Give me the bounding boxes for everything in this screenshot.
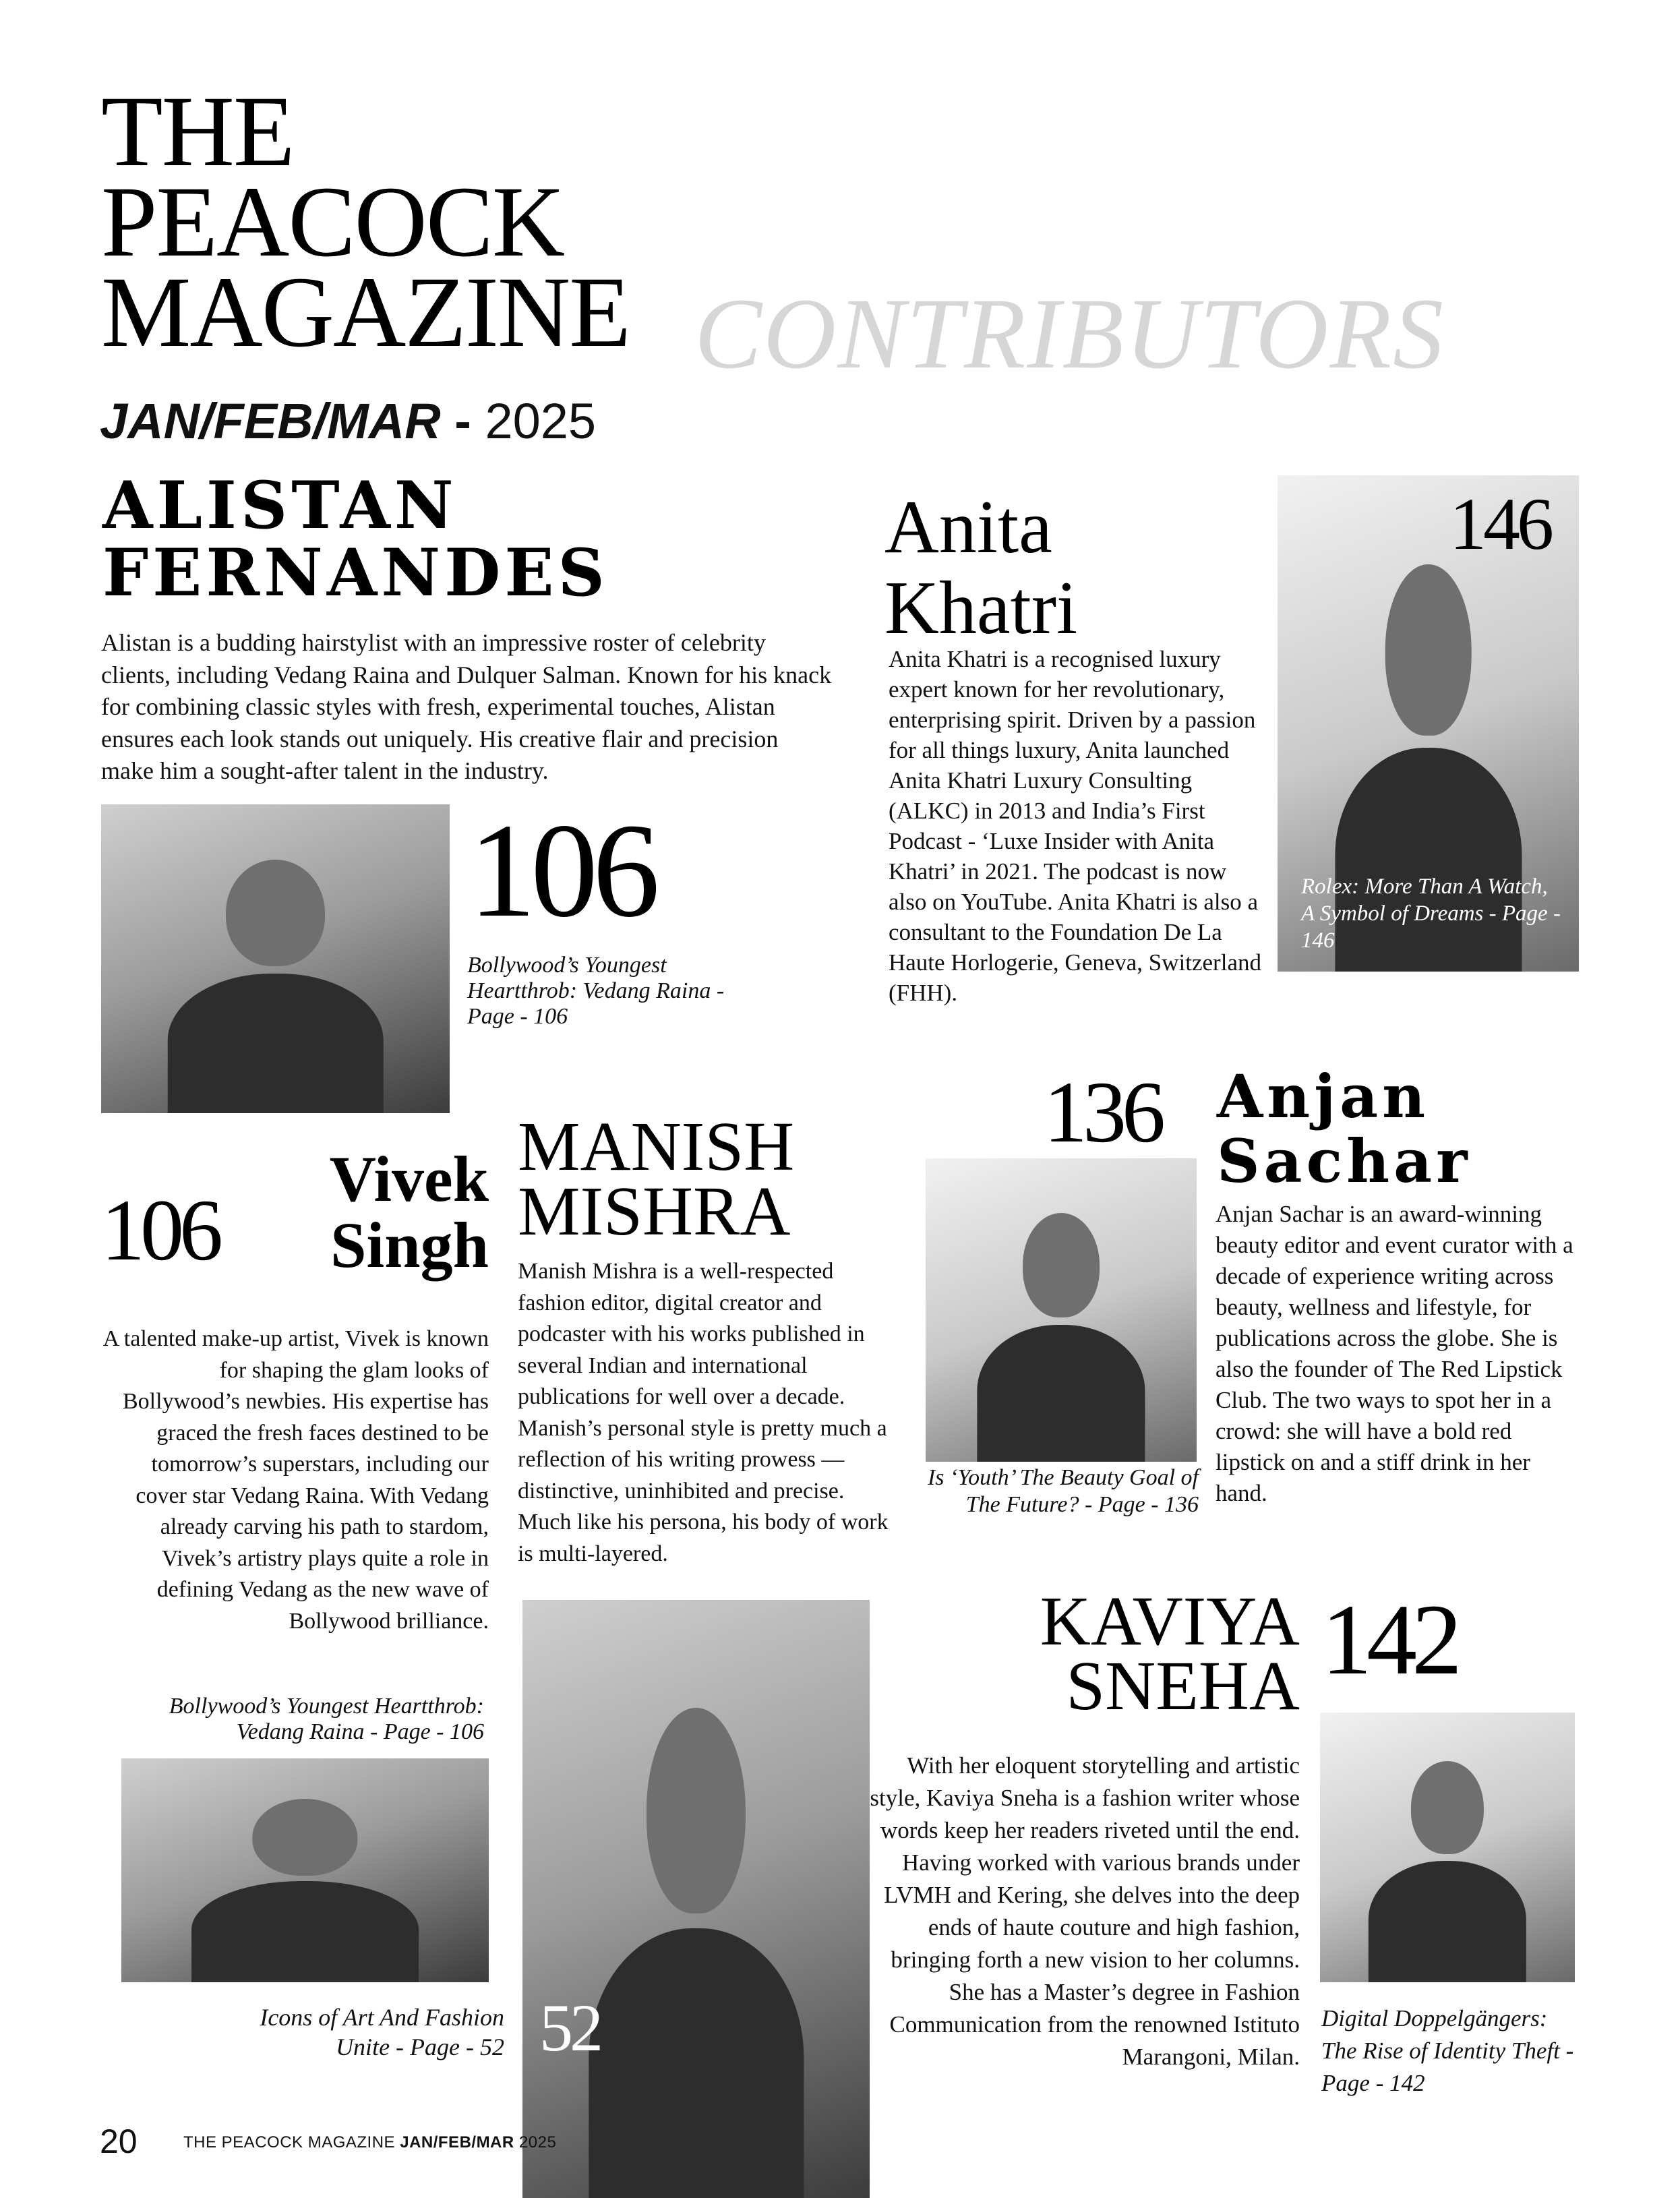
contributor-bio-anjan: Anjan Sachar is an award-winning beauty editor and event curator with a decade of experience writing across beauty, wellness and lifestyle, for publications across the globe. She is also the founder of The Red Lipstick Club. The two ways to spot her in a crowd: she will have a bold red lipstick on and a stiff drink in her hand.: [1216, 1201, 1573, 1506]
page-number-kaviya: 142: [1321, 1586, 1457, 1694]
name-line: Singh: [330, 1209, 489, 1281]
name-line: FERNANDES: [102, 535, 609, 611]
story-caption-anita: Rolex: More Than A Watch, A Symbol of Dreams - Page - 146: [1301, 874, 1561, 953]
name-line: Sachar: [1217, 1126, 1472, 1196]
name-line: KAVIYA: [1040, 1582, 1300, 1660]
name-line: MANISH: [518, 1108, 795, 1185]
issue-separator: -: [454, 393, 471, 449]
portrait-man-tuxedo-icon: [589, 1708, 804, 2198]
page-folio: 20: [100, 2122, 138, 2160]
name-line: SNEHA: [1066, 1647, 1300, 1725]
photo-alistan: [101, 804, 450, 1113]
page-number-anita: 146: [1449, 487, 1551, 561]
portrait-woman-necklace-icon: [977, 1213, 1145, 1462]
story-caption-anjan: Is ‘Youth’ The Beauty Goal of The Future? - Page - 136: [927, 1465, 1199, 1517]
contributor-bio-alistan: Alistan is a budding hairstylist with an impressive roster of celebrity clients, including Vedang Raina and Dulquer Salman. Known for his knack for combining classic styles with fresh, experimental touches, Alistan ensures each look stands out uniquely. His creative flair and precision make him a sought-after talent in the industry.: [101, 629, 832, 784]
running-footer: [183, 2133, 556, 2153]
masthead-title: [101, 76, 681, 368]
page-number-vivek: 106: [101, 1183, 218, 1278]
photo-vivek: [121, 1758, 489, 1982]
photo-kaviya: [1320, 1713, 1575, 1982]
page-number-anjan: 136: [1044, 1067, 1161, 1158]
contributor-name-alistan: [102, 467, 609, 611]
masthead-line-magazine: MAGAZINE: [101, 256, 630, 368]
runner-year: 2025: [518, 2133, 557, 2151]
name-line: Anita: [884, 485, 1052, 569]
issue-year: 2025: [485, 393, 597, 449]
name-line: MISHRA: [518, 1172, 791, 1250]
story-caption-manish: Icons of Art And Fashion Unite - Page - 52: [260, 2004, 504, 2060]
issue-months: JAN/FEB/MAR: [100, 393, 441, 449]
portrait-man-sunglasses-icon: [167, 860, 384, 1113]
name-line: Vivek: [329, 1143, 489, 1215]
photo-manish: [522, 1600, 870, 2198]
contributor-bio-anita: Anita Khatri is a recognised luxury expert known for her revolutionary, enterprising spirit. Driven by a passion for all things luxury, Anita launched Anita Khatri Luxury Consulting (ALKC) in 2013 and India’s First Podcast - ‘Luxe Insider with Anita Khatri’ in 2021. The podcast is now also on YouTube. Anita Khatri is also a consultant to the Foundation De La Haute Horlogerie, Geneva, Switzerland (FHH).: [889, 646, 1261, 1006]
name-line: Khatri: [884, 566, 1078, 650]
page-number-alistan: 106: [469, 804, 655, 939]
issue-date: [100, 392, 596, 450]
contributor-name-anjan: [1217, 1061, 1472, 1196]
portrait-woman-glasses-icon: [1369, 1761, 1526, 1982]
contributor-bio-manish: Manish Mishra is a well-respected fashion editor, digital creator and podcaster with his works published in several Indian and international publications for well over a decade. Manish’s personal style is pretty much a reflection of his writing prowess — distinctive, uninhibited and precise. Much like his persona, his body of work is multi-layered.: [518, 1259, 889, 1566]
contributor-name-kaviya: [971, 1582, 1300, 1725]
contributor-bio-vivek: A talented make-up artist, Vivek is known for shaping the glam looks of Bollywood’s newbies. His expertise has graced the fresh faces destined to be tomorrow’s superstars, including our cover star Vedang Raina. With Vedang already carving his path to stardom, Vivek’s artistry plays quite a role in defining Vedang as the new wave of Bollywood brilliance.: [102, 1326, 489, 1634]
contributor-bio-kaviya: With her eloquent storytelling and artistic style, Kaviya Sneha is a fashion writer whose words keep her readers riveted until the end. Having worked with various brands under LVMH and Kering, she delves into the deep ends of haute couture and high fashion, bringing forth a new vision to her columns. She has a Master’s degree in Fashion Communication from the renowned Istituto Marangoni, Milan.: [870, 1752, 1300, 2070]
masthead-line-the: THE: [101, 76, 294, 187]
contributor-name-anita: [884, 487, 1077, 649]
name-line: Anjan: [1217, 1061, 1430, 1131]
contributor-name-manish: [518, 1108, 795, 1250]
name-line: ALISTAN: [102, 467, 458, 543]
contributor-name-vivek: [270, 1143, 489, 1281]
portrait-man-smiling-icon: [191, 1799, 419, 1982]
photo-anjan: [926, 1158, 1197, 1462]
story-caption-kaviya: Digital Doppelgängers: The Rise of Identity Theft - Page - 142: [1321, 2005, 1574, 2096]
section-title: CONTRIBUTORS: [694, 278, 1445, 390]
runner-months: JAN/FEB/MAR: [400, 2133, 514, 2151]
story-caption-vivek: Bollywood’s Youngest Heartthrob: Vedang Raina - Page - 106: [169, 1694, 484, 1744]
story-caption-alistan: Bollywood’s Youngest Heartthrob: Vedang Raina - Page - 106: [467, 953, 725, 1029]
runner-title: THE PEACOCK MAGAZINE: [183, 2133, 396, 2151]
page-number-manish: 52: [539, 1994, 600, 2062]
masthead-line-peacock: PEACOCK: [101, 166, 564, 278]
